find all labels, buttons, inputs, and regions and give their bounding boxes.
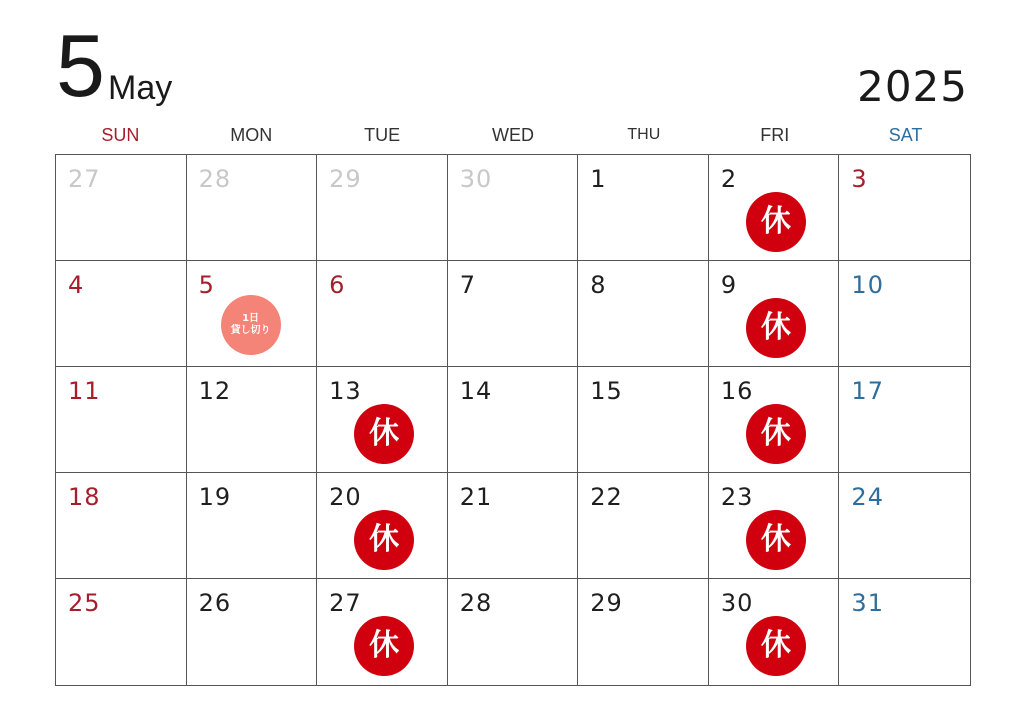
day-number: 2 xyxy=(720,165,738,193)
day-number: 11 xyxy=(68,377,101,405)
day-number: 31 xyxy=(851,589,884,617)
day-cell[interactable] xyxy=(448,579,579,685)
day-cell[interactable] xyxy=(187,155,318,261)
day-cell[interactable] xyxy=(448,261,579,367)
day-cell[interactable] xyxy=(839,579,970,685)
day-cell[interactable] xyxy=(578,367,709,473)
day-number: 9 xyxy=(720,271,738,299)
day-cell[interactable] xyxy=(56,261,187,367)
day-number: 7 xyxy=(459,271,476,299)
day-cell[interactable] xyxy=(839,367,970,473)
day-cell[interactable] xyxy=(56,367,187,473)
day-number: 24 xyxy=(851,483,884,511)
weekday-wed: WED xyxy=(491,125,534,145)
closed-day-badge: 休 xyxy=(746,510,806,570)
day-cell[interactable] xyxy=(839,473,970,579)
day-number: 18 xyxy=(68,483,101,511)
closed-day-badge: 休 xyxy=(746,298,806,358)
weekday-tue: TUE xyxy=(364,125,401,145)
day-cell[interactable] xyxy=(56,579,187,685)
day-number: 10 xyxy=(851,271,884,299)
day-number: 27 xyxy=(329,589,362,617)
day-number: 30 xyxy=(459,165,493,193)
day-number: 27 xyxy=(68,165,101,193)
day-number: 3 xyxy=(851,165,868,193)
day-number: 12 xyxy=(198,377,232,405)
closed-day-badge: 休 xyxy=(746,192,806,252)
day-cell[interactable] xyxy=(709,367,840,473)
day-cell[interactable] xyxy=(187,261,318,367)
day-number: 21 xyxy=(459,483,493,511)
day-cell[interactable] xyxy=(709,473,840,579)
year: 2025 xyxy=(857,62,968,111)
closed-day-badge: 休 xyxy=(354,616,414,676)
day-cell[interactable] xyxy=(187,579,318,685)
day-number: 20 xyxy=(329,483,362,511)
day-number: 16 xyxy=(720,377,754,405)
day-cell[interactable] xyxy=(317,261,448,367)
day-number: 29 xyxy=(590,589,623,617)
day-cell[interactable] xyxy=(578,579,709,685)
reserved-day-badge xyxy=(221,295,281,355)
day-cell[interactable] xyxy=(448,367,579,473)
day-number: 26 xyxy=(198,589,232,617)
month-number: 5 xyxy=(56,16,105,115)
closed-day-badge: 休 xyxy=(746,616,806,676)
day-number: 30 xyxy=(720,589,754,617)
weekday-mon: MON xyxy=(230,125,273,145)
day-cell[interactable] xyxy=(317,579,448,685)
day-number: 8 xyxy=(590,271,607,299)
day-cell[interactable] xyxy=(839,155,970,261)
day-number: 19 xyxy=(198,483,232,511)
closed-day-badge: 休 xyxy=(746,404,806,464)
day-number: 22 xyxy=(590,483,623,511)
day-cell[interactable] xyxy=(317,367,448,473)
day-number: 1 xyxy=(590,165,607,193)
day-number: 17 xyxy=(851,377,884,405)
day-number: 28 xyxy=(198,165,232,193)
reserved-badge-line1: 1日 xyxy=(242,313,260,324)
closed-day-badge: 休 xyxy=(354,404,414,464)
day-cell[interactable] xyxy=(317,155,448,261)
day-cell[interactable] xyxy=(448,473,579,579)
day-cell[interactable] xyxy=(317,473,448,579)
calendar-grid xyxy=(55,154,971,686)
day-number: 6 xyxy=(329,271,346,299)
month-name: May xyxy=(108,69,173,107)
day-cell[interactable] xyxy=(187,367,318,473)
day-cell[interactable] xyxy=(56,155,187,261)
day-cell[interactable] xyxy=(448,155,579,261)
day-cell[interactable] xyxy=(578,261,709,367)
day-cell[interactable] xyxy=(578,155,709,261)
closed-day-badge: 休 xyxy=(354,510,414,570)
day-number: 25 xyxy=(68,589,101,617)
day-cell[interactable] xyxy=(56,473,187,579)
day-cell[interactable] xyxy=(709,579,840,685)
day-number: 28 xyxy=(459,589,493,617)
day-cell[interactable] xyxy=(839,261,970,367)
weekday-thu: THU xyxy=(627,126,661,143)
day-number: 5 xyxy=(198,271,215,299)
weekday-header xyxy=(55,124,971,146)
weekday-sun: SUN xyxy=(101,125,140,145)
day-number: 29 xyxy=(329,165,362,193)
day-number: 13 xyxy=(329,377,362,405)
weekday-fri: FRI xyxy=(760,125,790,145)
day-number: 23 xyxy=(720,483,754,511)
day-number: 15 xyxy=(590,377,623,405)
day-cell[interactable] xyxy=(709,155,840,261)
day-cell[interactable] xyxy=(578,473,709,579)
day-cell[interactable] xyxy=(709,261,840,367)
weekday-sat: SAT xyxy=(888,125,923,145)
day-number: 4 xyxy=(68,271,85,299)
reserved-badge-line2: 貸し切り xyxy=(230,325,271,336)
day-cell[interactable] xyxy=(187,473,318,579)
day-number: 14 xyxy=(459,377,493,405)
